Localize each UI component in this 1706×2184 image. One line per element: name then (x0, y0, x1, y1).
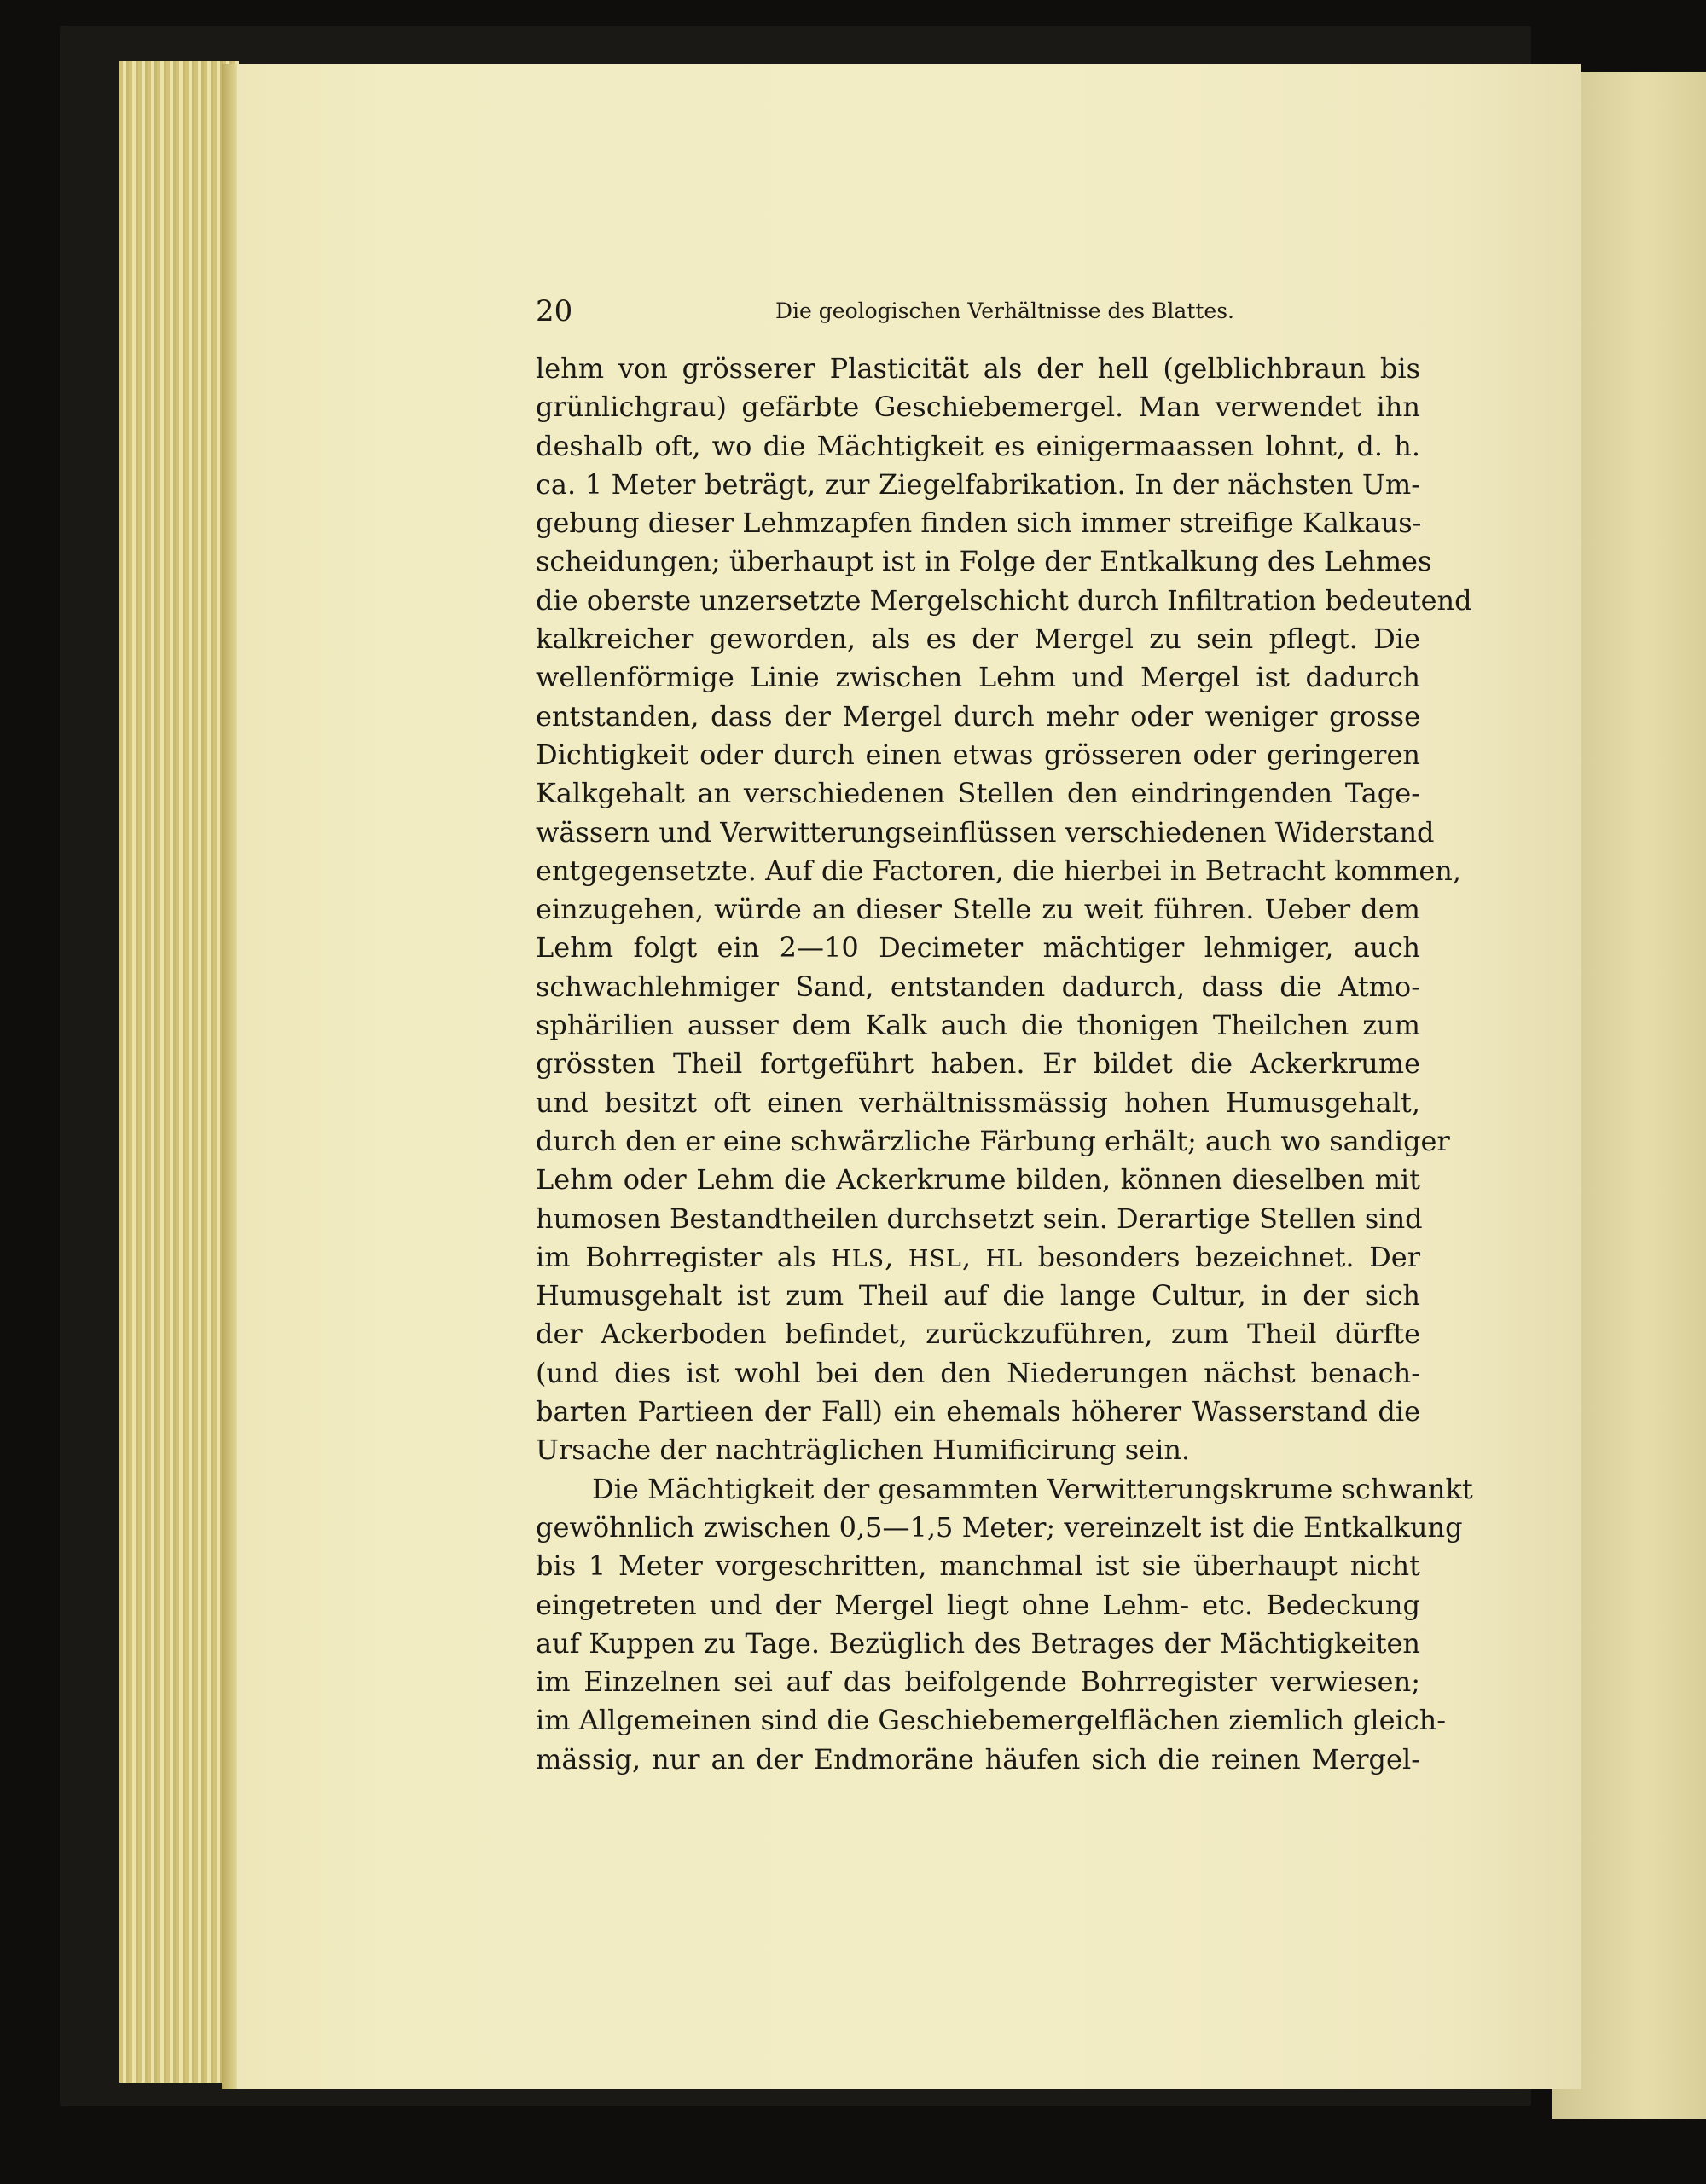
text-line: wellenförmige Linie zwischen Lehm und Mergel ist dadurch (536, 661, 1420, 694)
text-fragment: , (885, 1240, 908, 1273)
text-fragment: im Bohrregister als (536, 1240, 832, 1273)
text-line: eingetreten und der Mergel liegt ohne Lehm- etc. Bedeckung (536, 1588, 1420, 1621)
running-title: Die geologischen Verhältnisse des Blattes. (775, 298, 1234, 323)
text-line: Ursache der nachträglichen Humificirung sein. (536, 1434, 1191, 1467)
text-line: entgegensetzte. Auf die Factoren, die hierbei in Betracht kommen, (536, 854, 1462, 887)
abbreviation-hsl: HSL (908, 1245, 962, 1272)
text-line: (und dies ist wohl bei den den Niederungen nächst benach- (536, 1356, 1420, 1389)
abbreviation-hls: HLS (831, 1245, 885, 1272)
text-line: Kalkgehalt an verschiedenen Stellen den eindringenden Tage- (536, 777, 1420, 810)
page-header (536, 290, 1420, 333)
text-line: einzugehen, würde an dieser Stelle zu weit führen. Ueber dem (536, 893, 1420, 926)
text-line: gebung dieser Lehmzapfen finden sich immer streifige Kalkaus- (536, 507, 1422, 540)
text-line: humosen Bestandtheilen durchsetzt sein. Derartige Stellen sind (536, 1202, 1423, 1235)
text-line: mässig, nur an der Endmoräne häufen sich die reinen Mergel- (536, 1742, 1420, 1776)
text-line: durch den er eine schwärzliche Färbung erhält; auch wo sandiger (536, 1124, 1450, 1157)
text-line: der Ackerboden befindet, zurückzuführen, zum Theil dürfte (536, 1318, 1420, 1351)
text-fragment: , (961, 1240, 986, 1273)
text-line: ca. 1 Meter beträgt, zur Ziegelfabrikation. In der nächsten Um- (536, 467, 1420, 501)
page-gutter (222, 64, 237, 2089)
text-line: die oberste unzersetzte Mergelschicht durch Infiltration bedeutend (536, 583, 1472, 617)
text-line: Lehm folgt ein 2—10 Decimeter mächtiger lehmiger, auch (536, 931, 1420, 965)
text-line: scheidungen; überhaupt ist in Folge der Entkalkung des Lehmes (536, 545, 1432, 578)
text-line: und besitzt oft einen verhältnissmässig hohen Humusgehalt, (536, 1086, 1420, 1119)
text-line: lehm von grösserer Plasticität als der hell (gelblichbraun bis (536, 352, 1420, 385)
text-line: Lehm oder Lehm die Ackerkrume bilden, können dieselben mit (536, 1163, 1420, 1196)
text-line: Humusgehalt ist zum Theil auf die lange Cultur, in der sich (536, 1279, 1420, 1312)
text-line: sphärilien ausser dem Kalk auch die thonigen Theilchen zum (536, 1009, 1420, 1042)
text-line: wässern und Verwitterungseinflüssen verschiedenen Widerstand (536, 815, 1435, 849)
text-line: schwachlehmiger Sand, entstanden dadurch, dass die Atmo- (536, 970, 1420, 1003)
text-line: entstanden, dass der Mergel durch mehr oder weniger grosse (536, 699, 1420, 733)
text-line: Die Mächtigkeit der gesammten Verwitterungskrume schwankt (592, 1472, 1473, 1505)
text-line: Dichtigkeit oder durch einen etwas grösseren oder geringeren (536, 738, 1420, 771)
text-line: auf Kuppen zu Tage. Bezüglich des Betrages der Mächtigkeiten (536, 1626, 1420, 1660)
text-line: grössten Theil fortgeführt haben. Er bildet die Ackerkrume (536, 1047, 1420, 1080)
text-line: gewöhnlich zwischen 0,5—1,5 Meter; vereinzelt ist die Entkalkung (536, 1510, 1463, 1544)
text-line (536, 1238, 1420, 1277)
text-line: im Allgemeinen sind die Geschiebemergelflächen ziemlich gleich- (536, 1704, 1447, 1737)
text-line: kalkreicher geworden, als es der Mergel zu sein pflegt. Die (536, 623, 1420, 656)
body-text (536, 350, 1473, 1779)
text-line: deshalb oft, wo die Mächtigkeit es einigermaassen lohnt, d. h. (536, 429, 1420, 462)
text-line: im Einzelnen sei auf das beifolgende Bohrregister verwiesen; (536, 1666, 1420, 1699)
abbreviation-hl: HL (985, 1245, 1024, 1272)
page-number: 20 (536, 294, 573, 328)
text-fragment: besonders bezeichnet. Der (1023, 1240, 1421, 1273)
text-line: grünlichgrau) gefärbte Geschiebemergel. Man verwendet ihn (536, 391, 1420, 424)
text-line: bis 1 Meter vorgeschritten, manchmal ist sie überhaupt nicht (536, 1550, 1420, 1583)
text-line: barten Partieen der Fall) ein ehemals höherer Wasserstand die (536, 1395, 1420, 1428)
page-edges (119, 61, 239, 2083)
